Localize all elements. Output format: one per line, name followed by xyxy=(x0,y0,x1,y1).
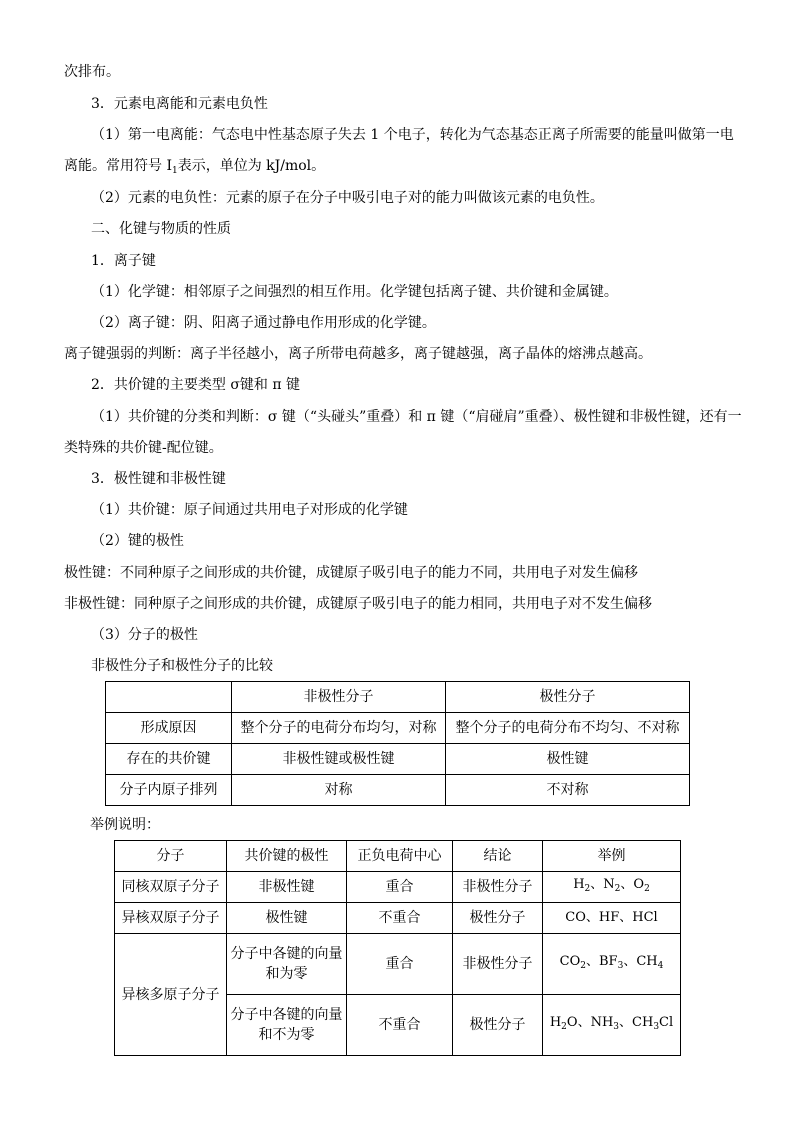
table-cell: 对称 xyxy=(232,775,446,806)
paragraph: （2）键的极性 xyxy=(91,533,184,549)
paragraph: 次排布。 xyxy=(64,64,120,80)
table-row xyxy=(115,934,681,995)
paragraph: 举例说明： xyxy=(90,817,160,833)
table-cell: 存在的共价键 xyxy=(106,744,232,775)
paragraph: 非极性键：同种原子之间形成的共价键，成键原子吸引电子的能力相同，共用电子对不发生偏移 xyxy=(64,596,652,612)
table-cell: $H_2O$、$NH_3$、$CH_3Cl$ xyxy=(543,995,681,1056)
table-header-cell xyxy=(106,682,232,713)
section-heading: 1．离子键 xyxy=(91,253,156,269)
paragraph: （2）离子键：阴、阳离子通过静电作用形成的化学键。 xyxy=(91,315,436,331)
paragraph: （2）元素的电负性：元素的原子在分子中吸引电子对的能力叫做该元素的电负性。 xyxy=(91,190,604,206)
table-cell: 异核多原子分子 xyxy=(115,934,227,1056)
paragraph: （1）第一电离能：气态电中性基态原子失去 1 个电子，转化为气态基态正离子所需要的能量叫做第一电 xyxy=(91,127,734,143)
table-cell: 整个分子的电荷分布不均匀、不对称 xyxy=(446,713,690,744)
table-header-cell: 非极性分子 xyxy=(232,682,446,713)
paragraph: 极性键：不同种原子之间形成的共价键，成键原子吸引电子的能力不同，共用电子对发生偏移 xyxy=(64,565,638,581)
table-cell: $CO_2$、$BF_3$、$CH_4$ xyxy=(543,934,681,995)
table-cell: 不重合 xyxy=(347,995,453,1056)
table-row xyxy=(106,775,690,806)
table-header-row xyxy=(106,682,690,713)
table-cell: 重合 xyxy=(347,872,453,903)
table-cell: 非极性键 xyxy=(227,872,347,903)
table-row xyxy=(106,744,690,775)
paragraph: （1）共价键：原子间通过共用电子对形成的化学键 xyxy=(91,502,408,518)
table-cell: 非极性分子 xyxy=(453,934,543,995)
table-header-cell: 共价键的极性 xyxy=(227,841,347,872)
table-cell: 极性键 xyxy=(227,903,347,934)
table-cell: 不对称 xyxy=(446,775,690,806)
paragraph: 类特殊的共价键-配位键。 xyxy=(64,440,223,456)
table-header-cell: 极性分子 xyxy=(446,682,690,713)
section-heading: 3．极性键和非极性键 xyxy=(91,471,226,487)
table-cell: CO、HF、HCl xyxy=(543,903,681,934)
table-cell: 异核双原子分子 xyxy=(115,903,227,934)
table-caption: 非极性分子和极性分子的比较 xyxy=(91,658,273,674)
table-cell: 分子中各键的向量和为零 xyxy=(227,934,347,995)
table-header-row xyxy=(115,841,681,872)
table-row xyxy=(115,872,681,903)
comparison-table xyxy=(105,681,690,806)
paragraph: （3）分子的极性 xyxy=(91,627,198,643)
table-header-cell: 分子 xyxy=(115,841,227,872)
paragraph: （1）共价键的分类和判断：σ 键（“头碰头”重叠）和 π 键（“肩碰肩”重叠）、极性键和非极性键，还有一 xyxy=(91,409,742,425)
paragraph: 离子键强弱的判断：离子半径越小，离子所带电荷越多，离子键越强，离子晶体的熔沸点越高。 xyxy=(64,346,652,362)
paragraph: 离能。常用符号 $I_1$表示，单位为 kJ/mol。 xyxy=(64,158,326,176)
section-heading: 3．元素电离能和元素电负性 xyxy=(91,96,268,112)
table-cell: 极性分子 xyxy=(453,903,543,934)
table-header-cell: 结论 xyxy=(453,841,543,872)
table-cell: 重合 xyxy=(347,934,453,995)
section-heading: 二、化键与物质的性质 xyxy=(91,221,231,237)
table-cell: 分子中各键的向量和不为零 xyxy=(227,995,347,1056)
table-row xyxy=(115,903,681,934)
table-cell: 形成原因 xyxy=(106,713,232,744)
table-header-cell: 正负电荷中心 xyxy=(347,841,453,872)
table-row xyxy=(106,713,690,744)
examples-table xyxy=(114,840,681,1056)
table-header-cell: 举例 xyxy=(543,841,681,872)
table-cell: 分子内原子排列 xyxy=(106,775,232,806)
table-cell: 非极性分子 xyxy=(453,872,543,903)
table-cell: 不重合 xyxy=(347,903,453,934)
table-cell: 极性键 xyxy=(446,744,690,775)
table-cell: 整个分子的电荷分布均匀，对称 xyxy=(232,713,446,744)
section-heading: 2．共价键的主要类型 σ键和 π 键 xyxy=(91,377,301,393)
table-cell: 极性分子 xyxy=(453,995,543,1056)
table-cell: 同核双原子分子 xyxy=(115,872,227,903)
paragraph: （1）化学键：相邻原子之间强烈的相互作用。化学键包括离子键、共价键和金属键。 xyxy=(91,284,618,300)
table-cell: $H_2$、$N_2$、$O_2$ xyxy=(543,872,681,903)
table-cell: 非极性键或极性键 xyxy=(232,744,446,775)
